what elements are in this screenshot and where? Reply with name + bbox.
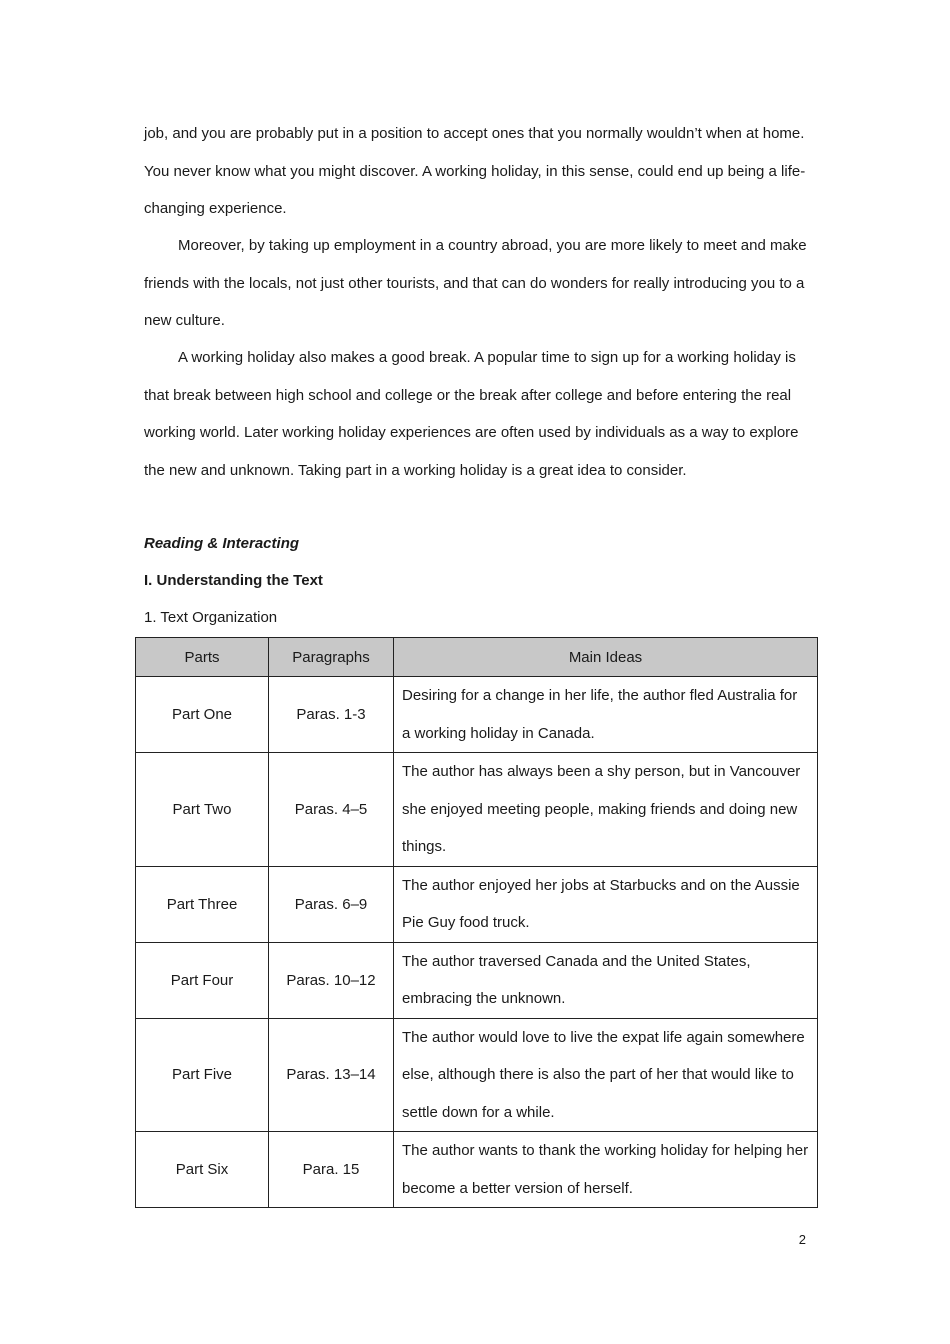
- table-row: [136, 942, 818, 1018]
- part-cell: Part Three: [136, 866, 269, 942]
- paragraph-continuation: job, and you are probably put in a position to accept ones that you normally wouldn’t when at home. You never know what you might discover. A working holiday, in this sense, could end up being a life-changing experience.: [144, 125, 806, 217]
- part-cell: Part Five: [136, 1018, 269, 1132]
- table-row: [136, 753, 818, 867]
- main-idea-cell: The author would love to live the expat life again somewhere else, although there is also the part of her that would like to settle down for a while.: [394, 1018, 818, 1132]
- main-idea-cell: Desiring for a change in her life, the author fled Australia for a working holiday in Canada.: [394, 677, 818, 753]
- paragraphs-cell: Para. 15: [269, 1132, 394, 1208]
- paragraphs-cell: Paras. 1-3: [269, 677, 394, 753]
- table-row: [136, 1018, 818, 1132]
- paragraphs-cell: Paras. 13–14: [269, 1018, 394, 1132]
- part-cell: Part Two: [136, 753, 269, 867]
- paragraphs-cell: Paras. 10–12: [269, 942, 394, 1018]
- section-title: Reading & Interacting: [144, 535, 300, 552]
- part-cell: Part Four: [136, 942, 269, 1018]
- paragraphs-cell: Paras. 6–9: [269, 866, 394, 942]
- part-cell: Part Six: [136, 1132, 269, 1208]
- table-row: [136, 1132, 818, 1208]
- table-row: [136, 677, 818, 753]
- header-paragraphs: Paragraphs: [269, 638, 394, 677]
- section-subtitle: I. Understanding the Text: [144, 572, 323, 589]
- page-number: 2: [798, 1232, 806, 1247]
- text-organization-table: [135, 637, 818, 1208]
- table-row: [136, 866, 818, 942]
- paragraph-moreover: Moreover, by taking up employment in a country abroad, you are more likely to meet and make friends with the locals, not just other tourists, and that can do wonders for really introducing you to a new culture.: [144, 237, 807, 329]
- table-header-row: [136, 638, 818, 677]
- header-parts: Parts: [136, 638, 269, 677]
- main-idea-cell: The author has always been a shy person, but in Vancouver she enjoyed meeting people, making friends and doing new things.: [394, 753, 818, 867]
- main-idea-cell: The author enjoyed her jobs at Starbucks and on the Aussie Pie Guy food truck.: [394, 866, 818, 942]
- task-heading: 1. Text Organization: [144, 609, 278, 626]
- main-idea-cell: The author traversed Canada and the United States, embracing the unknown.: [394, 942, 818, 1018]
- main-idea-cell: The author wants to thank the working holiday for helping her become a better version of herself.: [394, 1132, 818, 1208]
- part-cell: Part One: [136, 677, 269, 753]
- paragraph-good-break: A working holiday also makes a good break. A popular time to sign up for a working holiday is that break between high school and college or the break after college and before entering the real working world. Later working holiday experiences are often used by individuals as a way to explore the new and unknown. Taking part in a working holiday is a great idea to consider.: [144, 349, 799, 479]
- header-main-ideas: Main Ideas: [394, 638, 818, 677]
- paragraphs-cell: Paras. 4–5: [269, 753, 394, 867]
